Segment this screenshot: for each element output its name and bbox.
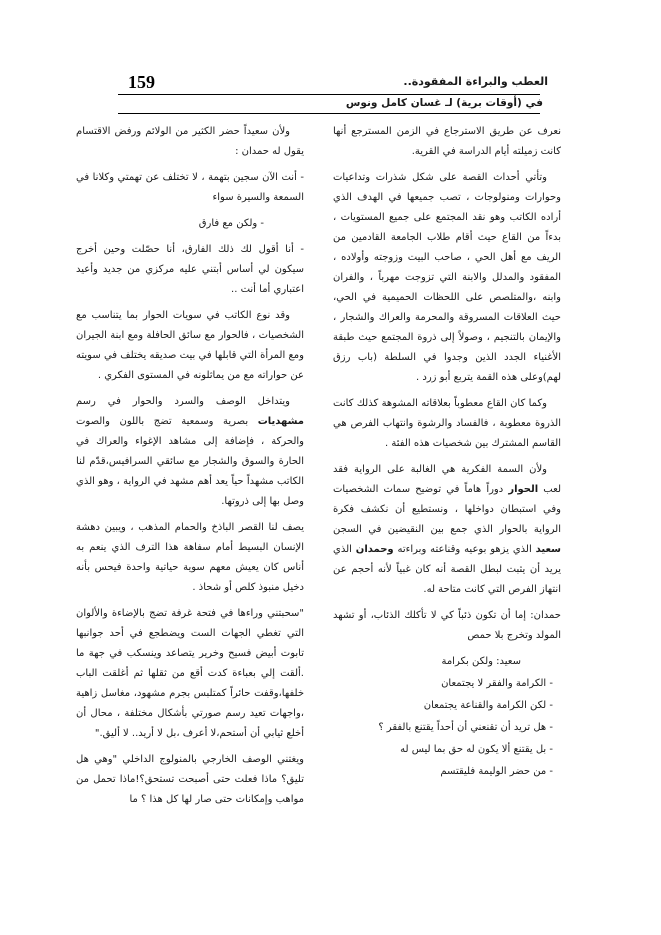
- dialogue-line: - أنا أقول لك ذلك الفارق، أنا حصّلت وحين أخرج سيكون لي أساس أبتني عليه مركزي من جديد وأعيد اعتباري أما أنت ..: [76, 244, 304, 295]
- paragraph: [333, 460, 561, 600]
- header-rule-top: [118, 94, 540, 95]
- text-run: دوراً هاماً في توضيح سمات الشخصيات وفي استبطان دواخلها ، ونستطيع أن نكشف فكرة الرواية بالحوار الذي جمع بين النقيضين في السجن: [333, 484, 561, 535]
- dialogue-line: - ولكن مع فارق: [198, 218, 264, 229]
- paragraph: ولأن سعيداً حضر الكثير من الولائم ورفض الاقتسام يقول له حمدان :: [76, 126, 304, 157]
- page-header: [0, 0, 661, 110]
- paragraph: ويغتني الوصف الخارجي بالمنولوج الداخلي "وهي هل تليق؟ ماذا فعلت حتى أصبحت تستحق؟!ماذا تحمل من مواهب وإمكانات حتى صار لها كل هذا ؟ ما: [76, 754, 304, 805]
- right-column: [333, 122, 561, 784]
- left-column: [76, 122, 304, 816]
- dialogue-line: - الكرامة والفقر لا يجتمعان: [441, 678, 553, 689]
- dialogue-line: - أنت الآن سجين بتهمة ، لا تختلف عن تهمتي وكلانا في السمعة والسيرة سواء: [76, 172, 304, 203]
- running-title: العطب والبراءة المفقودة..: [403, 75, 548, 88]
- quoted-passage: "سحبتني وراءها في فتحة غرفة تضج بالإضاءة والألوان التي تغطي الجهات الست ويضطجع في أحد جوانبها تابوت أبيض فسيح وخرير يتصاعد وينسكب في جهة ما .ألقت إلي بعباءة كدت أقع من ثقلها ثم أغلقت الباب خلفها،وقفت حائراً كمتلبس بجرم مشهود، مغاسل زاهية ،واجهات تعيد رسم صورتي بأشكال مختلفة ، محال أن أخلع ثيابي أن أستحم،لا أعرف ،بل لا أريد.. لا أليق.": [76, 608, 304, 739]
- paragraph: نعرف عن طريق الاسترجاع في الزمن المسترجع أنها كانت زميلته أيام الدراسة في القرية.: [333, 126, 561, 157]
- dialogue-line: - لكن الكرامة والقناعة يجتمعان: [423, 700, 553, 711]
- paragraph: وكما كان القاع معطوباً بعلاقاته المشوهة كذلك كانت الذروة معطوبة ، فالفساد والرشوة وانتهاب الفرص هي القاسم المشترك بين شخصيات هذه الفئة .: [333, 398, 561, 449]
- paragraph: [76, 392, 304, 512]
- page-number: 159: [128, 72, 155, 92]
- text-run: الذي يريد أن يثبت لبطل القصة أنه كان غبياً لأنه أحجم عن انتهاز الفرص التي كانت متاحة له.: [333, 544, 561, 595]
- dialogue-line: سعيد: ولكن بكرامة: [441, 656, 521, 667]
- running-subtitle: في (أوقات برية) لـ غسان كامل ونوس: [345, 97, 543, 109]
- text-run: الذي يزهو بوعيه وقناعته وبراءته: [393, 544, 536, 555]
- dialogue-line: - من حضر الوليمة فليقتسم: [440, 766, 553, 777]
- bold-term-dialogue: الحوار: [508, 484, 539, 495]
- bold-name-saeed: سعيد: [535, 544, 561, 555]
- bold-term-scenes: مشهديات: [257, 416, 304, 427]
- text-run: ويتداخل الوصف والسرد والحوار في رسم: [76, 396, 290, 407]
- dialogue-line: - هل تريد أن تقنعني أن أحداً يقتنع بالفقر ؟: [378, 722, 553, 733]
- paragraph: وتأتي أحداث القصة على شكل شذرات وتداعيات وحوارات ومنولوجات ، تصب جميعها في الهدف الذي أراده الكاتب وهو نقد المجتمع على جميع المستويات ، بدءاً من القاع حيث أقام طلاب الجامعة القادمين من الريف مع أهل الحي ، صاحب البيت وزوجته وأولاده ، المفقود والمدلل والابنة التي تزوجت مهرباً ، والفران وابنه ،والمتلصص على اللحظات الحميمية في الحي، حيث العلاقات المسروقة والمحرمة والعراك والشجار ، والإيمان بالتنجيم ، وصولاً إلى ذروة المجتمع حيث طبقة الأغنياء الجدد الذين وجدوا في السلطة (باب رزق لهم)وعلى هذه القمة يتربع أبو زرد .: [333, 172, 561, 383]
- paragraph: يصف لنا القصر الباذخ والحمام المذهب ، ويبين دهشة الإنسان البسيط أمام سفاهة هذا الترف الذي ينعم به أناس كان يعيش معهم سوية حياتية واحدة فيحس بأنه دخيل منبوذ كلص أو شحاذ .: [76, 522, 304, 593]
- dialogue-line: - بل يقتنع ألا يكون له حق بما ليس له: [400, 744, 553, 755]
- dialogue-line: حمدان: إما أن تكون ذئباً كي لا تأكلك الذئاب، أو تشهد المولد وتخرج بلا حمص: [333, 610, 561, 641]
- text-run: بصرية وسمعية تضج باللون والصوت والحركة ، فإضافة إلى مشاهد الإغواء والعراك في الحارة والسوق والشجار مع سائقي السرافيس،قدّم لنا الكاتب مشهداً حياً يعد أهم مشهد في الرواية ، وهو الذي وصل بها إلى ذروتها.: [76, 416, 304, 507]
- paragraph: وقد نوع الكاتب في سويات الحوار بما يتناسب مع الشخصيات ، فالحوار مع سائق الحافلة ومع ابنة الجيران ومع المرأة التي قابلها في بيت صديقه يختلف في سويته عن حواراته مع من يماثلونه في المستوى الفكري .: [76, 310, 304, 381]
- header-rule-bottom: [118, 113, 540, 114]
- text-run: ولأن السمة الفكرية هي الغالبة على الرواية فقد لعب: [333, 464, 561, 495]
- bold-name-hamdan: وحمدان: [355, 544, 394, 555]
